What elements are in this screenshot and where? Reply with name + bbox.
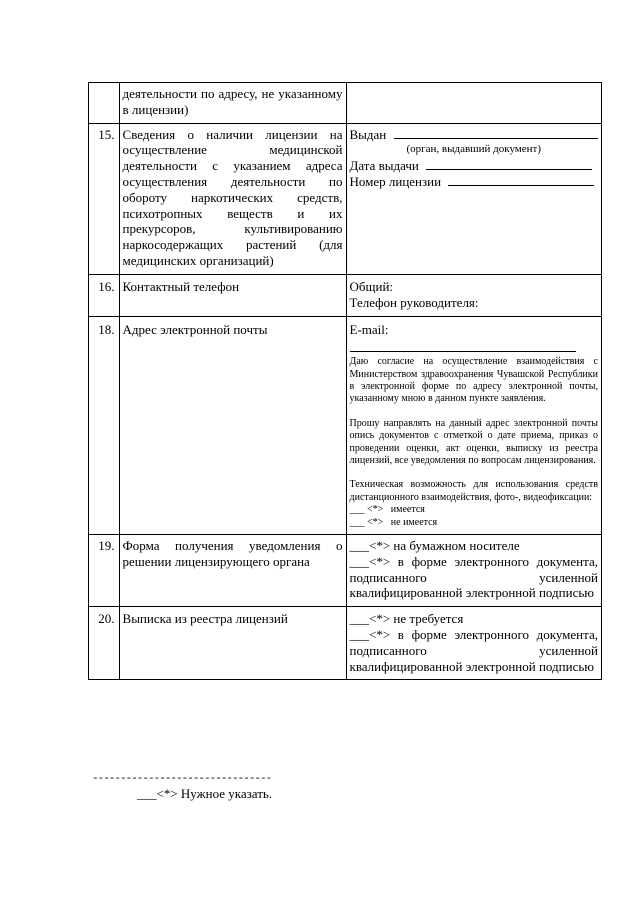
option-not-required[interactable]: ___<*> не требуется <box>349 611 464 627</box>
notice-form-field <box>346 535 602 607</box>
phone-field <box>346 274 602 317</box>
row-label: Адрес электронной почты <box>119 317 346 535</box>
issued-note: (орган, выдавший документ) <box>406 143 542 156</box>
consent-text: Даю согласие на осуществление взаимодействия с Министерством здравоохранения Чувашской Республики в электронной форме по адресу электронной почты, указанному мною в данном пункте заявления. <box>349 356 598 405</box>
row-number: 16. <box>89 274 120 317</box>
table-row-continuation <box>89 83 602 124</box>
row-label: Выписка из реестра лицензий <box>119 607 346 680</box>
row-number: 15. <box>89 123 120 274</box>
email-label: E-mail: <box>349 322 389 338</box>
general-phone-label[interactable]: Общий: <box>349 278 394 294</box>
issue-date-input-line[interactable] <box>426 158 592 170</box>
option-paper[interactable]: ___<*> на бумажном носителе <box>349 538 520 554</box>
issued-label: Выдан <box>349 126 387 142</box>
issue-date-field[interactable] <box>350 158 599 174</box>
row-label: Сведения о наличии лицензии на осуществление медицинской деятельности с указанием адреса осуществления деятельности по обороту наркотических средств, психотропных веществ и их прекурсоров, культивированию наркосодержащих растений (для медицинских организаций) <box>119 123 346 274</box>
table-row-15 <box>89 123 602 274</box>
row-value-empty <box>346 83 602 124</box>
option-has-not[interactable]: ___ <*> не имеется <box>349 516 438 528</box>
row-number: 20. <box>89 607 120 680</box>
option-electronic[interactable]: ___<*> в форме электронного документа, подписанного усиленной квалифицированной электронной подписью <box>349 627 598 674</box>
license-number-input-line[interactable] <box>448 174 594 186</box>
license-number-label: Номер лицензии <box>349 173 442 189</box>
row-label: деятельности по адресу, не указанному в лицензии) <box>119 83 346 124</box>
row-number: 19. <box>89 535 120 607</box>
license-application-table <box>88 82 602 680</box>
table-row-18 <box>89 317 602 535</box>
head-phone-label[interactable]: Телефон руководителя: <box>349 294 479 310</box>
footnote-separator: -------------------------------- <box>92 773 272 785</box>
table-row-16 <box>89 274 602 317</box>
row-label: Форма получения уведомления о решении лицензирующего органа <box>119 535 346 607</box>
table-row-20 <box>89 607 602 680</box>
issue-date-label: Дата выдачи <box>349 158 419 174</box>
option-has[interactable]: ___ <*> имеется <box>349 504 425 516</box>
extract-form-field <box>346 607 602 680</box>
table-row-19 <box>89 535 602 607</box>
row-number <box>89 83 120 124</box>
footnote: ___<*> Нужное указать. <box>137 786 273 801</box>
request-text: Прошу направлять на данный адрес электронной почты опись документов с отметкой о дате приема, приказ о проведении оценки, акт оценки, выписку из реестра лицензий, все уведомления по вопросам лицензирования. <box>349 417 598 466</box>
issued-input-line[interactable] <box>394 127 598 139</box>
license-info-field <box>346 123 602 274</box>
option-electronic[interactable]: ___<*> в форме электронного документа, подписанного усиленной квалифицированной электронной подписью <box>349 553 598 601</box>
email-input-line[interactable] <box>350 338 576 352</box>
license-number-field[interactable] <box>350 174 599 190</box>
issued-field[interactable] <box>350 127 599 143</box>
row-label: Контактный телефон <box>119 274 346 317</box>
row-number: 18. <box>89 317 120 535</box>
email-field <box>346 317 602 535</box>
tech-capability-text: Техническая возможность для использования средств дистанционного взаимодействия, фото-, видеофиксации: <box>349 479 598 503</box>
